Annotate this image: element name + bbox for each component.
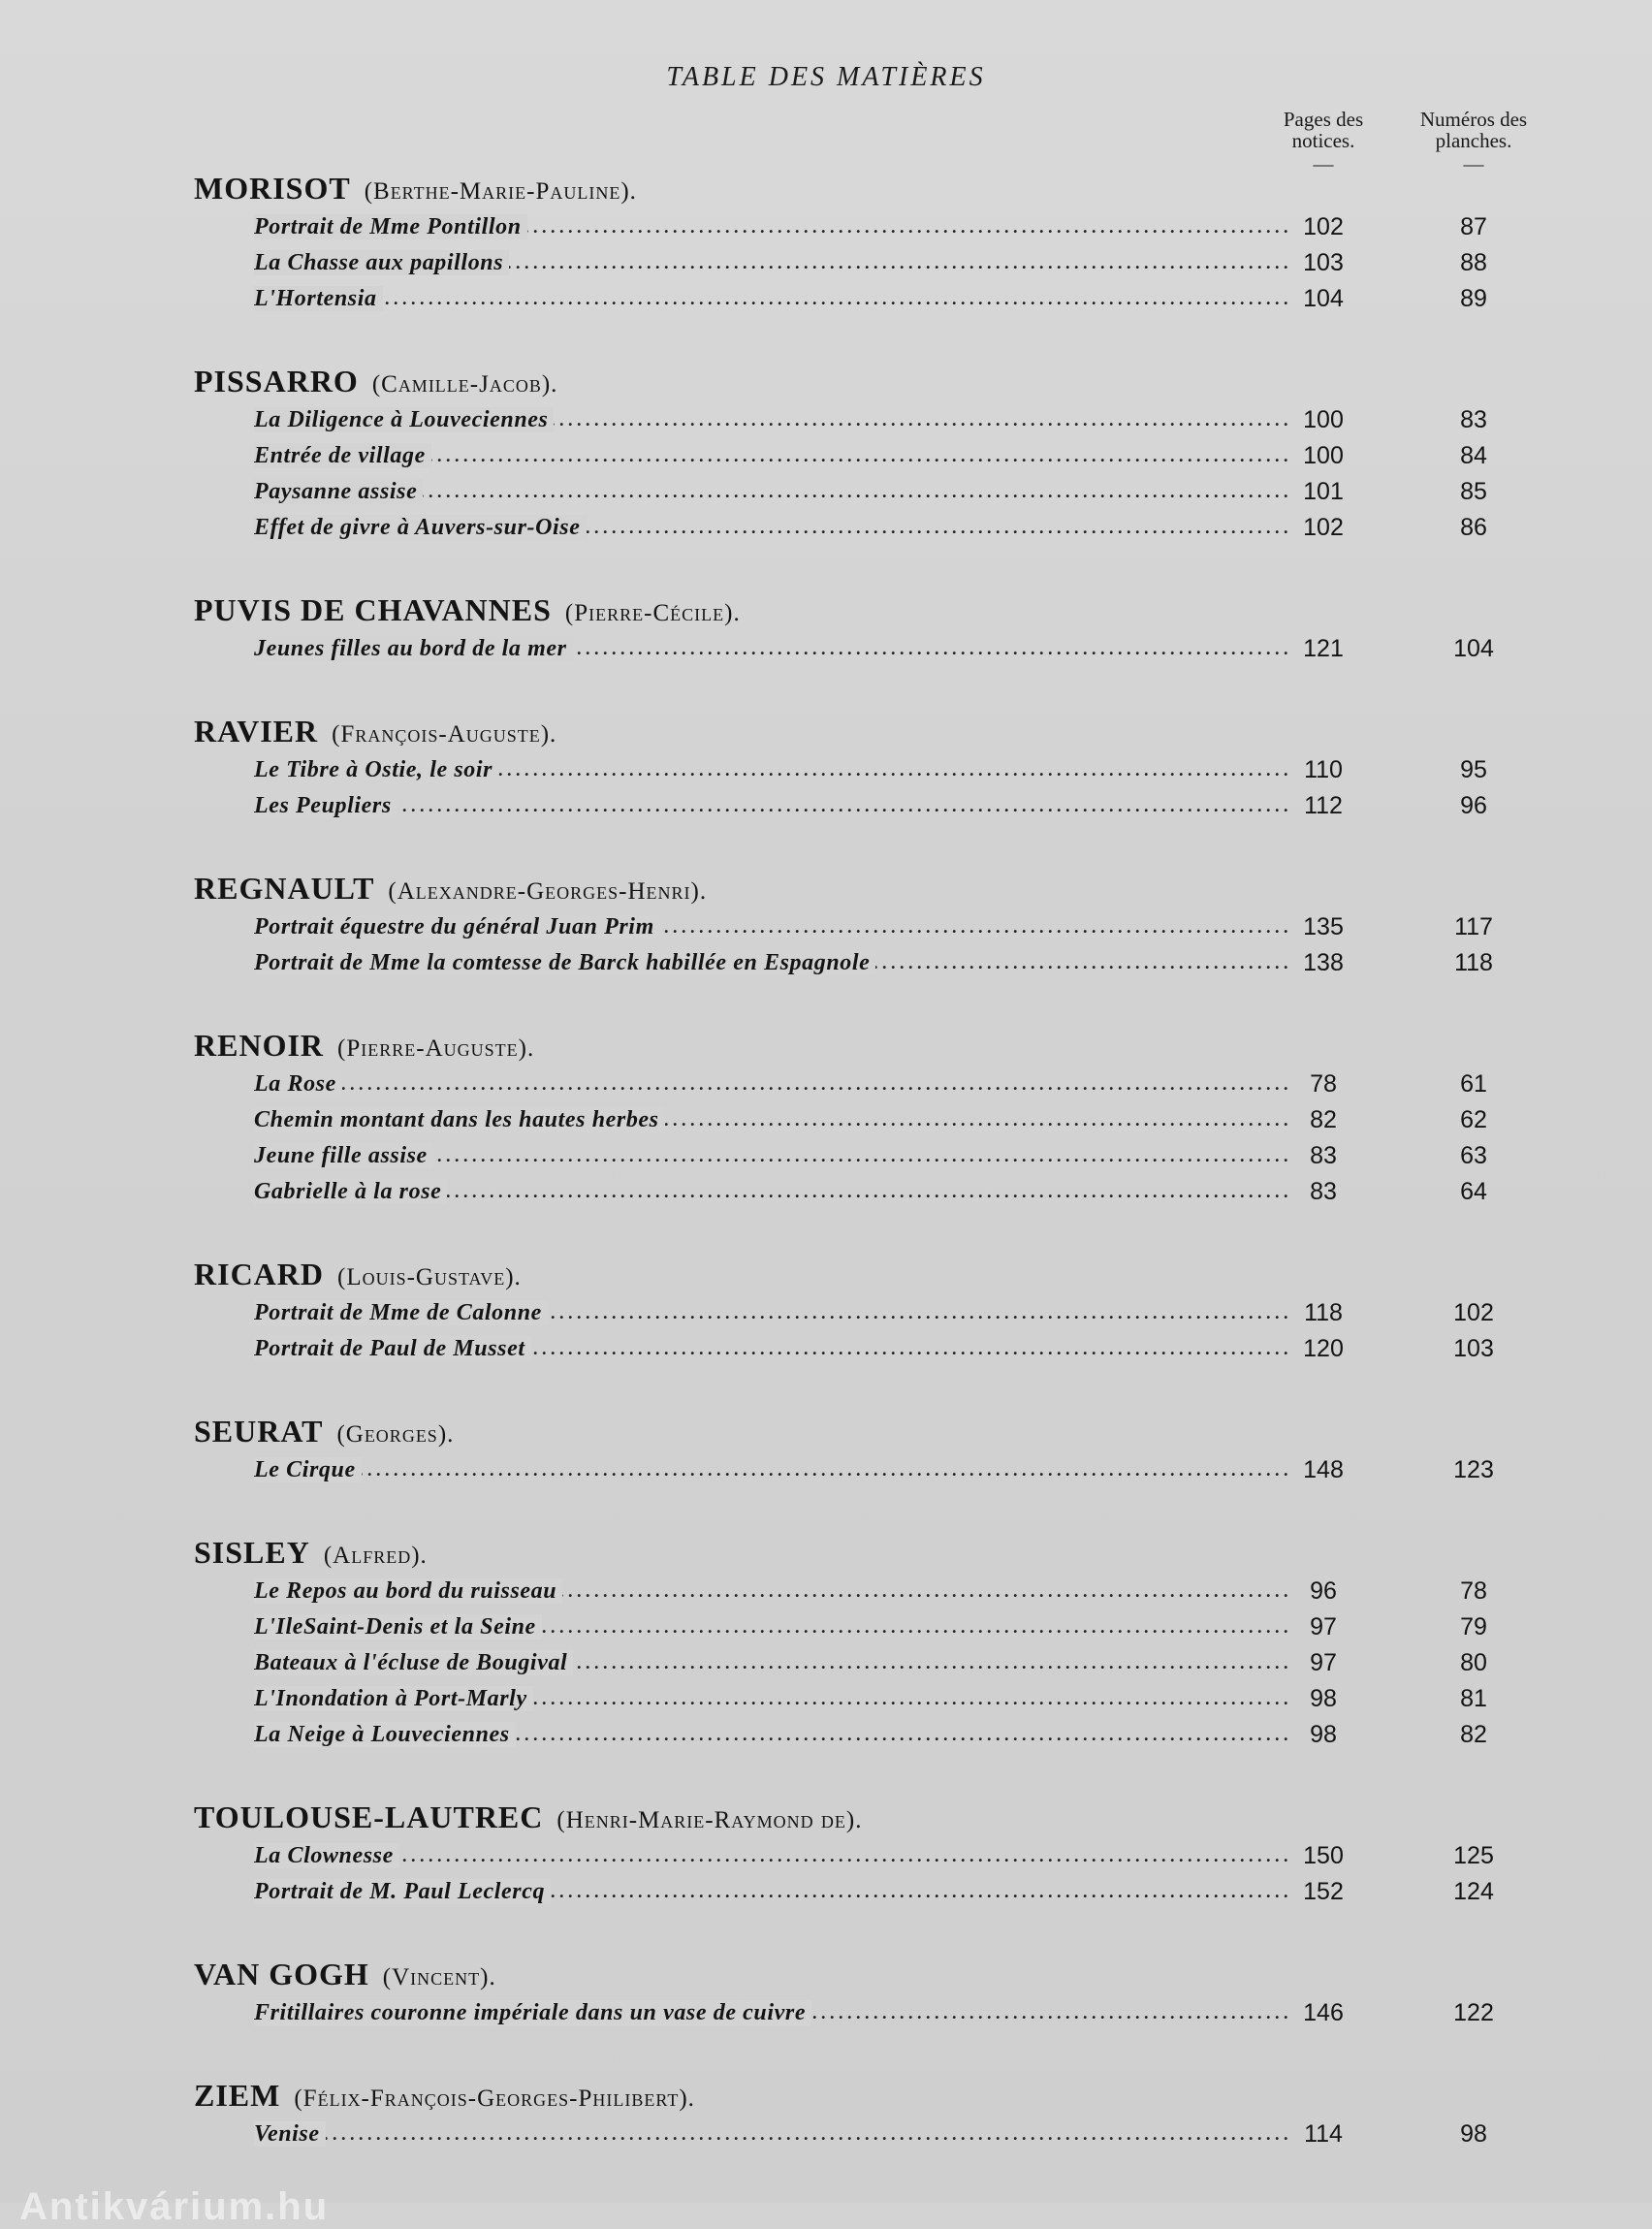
page-number: 110 (1304, 756, 1343, 783)
list-item (0, 1138, 1652, 1174)
work-title (254, 438, 1243, 474)
section-spacer (0, 1488, 1652, 1531)
plate-number: 104 (1453, 635, 1494, 662)
artist-full-name: (Alfred). (323, 1543, 428, 1569)
work-title (254, 510, 1243, 546)
page-number: 118 (1304, 1299, 1343, 1326)
plate-number: 78 (1460, 1577, 1487, 1605)
section-spacer (0, 824, 1652, 867)
plate-number: 122 (1453, 1999, 1494, 2026)
list-item (0, 909, 1652, 945)
work-title (254, 1331, 1243, 1367)
artist-name: PUVIS DE CHAVANNES (194, 592, 552, 627)
section-spacer (0, 317, 1652, 360)
work-title (254, 1102, 1243, 1138)
list-item (0, 788, 1652, 824)
artist-section (0, 1796, 1652, 1953)
artist-header (0, 589, 1652, 631)
artist-header (0, 710, 1652, 752)
artist-section (0, 710, 1652, 867)
plate-number: 84 (1460, 442, 1487, 469)
work-title (254, 245, 1243, 281)
column-header-pages (1260, 109, 1386, 175)
page-number: 112 (1304, 792, 1343, 819)
page-number: 98 (1310, 1721, 1337, 1748)
work-title (254, 2117, 1243, 2152)
work-title-text: La Rose (254, 1071, 342, 1097)
page-number: 96 (1310, 1577, 1337, 1605)
work-title-text: Paysanne assise (254, 479, 423, 504)
artist-section (0, 1410, 1652, 1531)
page-title: TABLE DES MATIÈRES (666, 62, 986, 92)
list-item (0, 438, 1652, 474)
page-number: 82 (1310, 1106, 1337, 1133)
plate-number: 89 (1460, 285, 1487, 312)
page-number: 97 (1310, 1649, 1337, 1676)
work-title (254, 752, 1243, 788)
artist-header (0, 867, 1652, 909)
work-title-text: L'IleSaint-Denis et la Seine (254, 1614, 542, 1640)
list-item (0, 752, 1652, 788)
column-header-pages-label: Pages des notices. (1283, 108, 1364, 152)
plate-number: 83 (1460, 406, 1487, 433)
work-title-text: Entrée de village (254, 443, 431, 468)
artist-name: RAVIER (194, 714, 319, 748)
plate-number: 62 (1460, 1106, 1487, 1133)
page-number: 114 (1304, 2120, 1343, 2148)
list-item (0, 1452, 1652, 1488)
work-title (254, 209, 1243, 245)
artist-section (0, 1253, 1652, 1410)
section-spacer (0, 1367, 1652, 1410)
work-title (254, 1874, 1243, 1910)
column-header-plates-label: Numéros des planches. (1419, 108, 1528, 152)
artist-name: MORISOT (194, 171, 351, 206)
artist-section (0, 1953, 1652, 2074)
list-item (0, 1174, 1652, 1210)
work-title (254, 402, 1243, 438)
artist-name: SEURAT (194, 1414, 324, 1449)
list-item (0, 1067, 1652, 1102)
work-title-text: Portrait de Paul de Musset (254, 1336, 531, 1361)
page-number: 98 (1310, 1685, 1337, 1712)
work-title (254, 1174, 1243, 1210)
work-title-text: Fritillaires couronne impériale dans un vase de cuivre (254, 2000, 811, 2025)
work-title-text: Portrait de Mme Pontillon (254, 214, 527, 239)
artist-full-name: (Vincent). (382, 1964, 496, 1990)
artist-name: RICARD (194, 1257, 324, 1291)
work-title-text: La Clownesse (254, 1843, 399, 1868)
work-title (254, 1995, 1243, 2031)
page-number: 150 (1303, 1842, 1344, 1869)
list-item (0, 1681, 1652, 1717)
artist-header (0, 1796, 1652, 1838)
work-title (254, 1645, 1243, 1681)
artist-header (0, 167, 1652, 209)
page-number: 78 (1310, 1070, 1337, 1098)
work-title-text: Portrait de Mme de Calonne (254, 1300, 548, 1325)
work-title-text: L'Hortensia (254, 286, 383, 311)
list-item (0, 1838, 1652, 1874)
work-title (254, 909, 1243, 945)
plate-number: 64 (1460, 1178, 1487, 1205)
list-item (0, 1717, 1652, 1753)
page-number: 100 (1303, 406, 1344, 433)
work-title-text: Effet de givre à Auvers-sur-Oise (254, 515, 587, 540)
work-title (254, 281, 1243, 317)
list-item (0, 209, 1652, 245)
plate-number: 82 (1460, 1721, 1487, 1748)
list-item (0, 281, 1652, 317)
plate-number: 88 (1460, 249, 1487, 276)
plate-number: 103 (1453, 1335, 1494, 1362)
artist-name: ZIEM (194, 2078, 281, 2113)
work-title-text: Venise (254, 2121, 326, 2147)
plate-number: 98 (1460, 2120, 1487, 2148)
work-title (254, 1681, 1243, 1717)
artist-full-name: (Alexandre-Georges-Henri). (388, 878, 708, 905)
artist-full-name: (Pierre-Auguste). (337, 1035, 535, 1062)
artist-section (0, 867, 1652, 1024)
page-number: 83 (1310, 1142, 1337, 1169)
column-header-plates (1401, 109, 1546, 175)
page-number: 102 (1303, 514, 1344, 541)
artist-header (0, 1024, 1652, 1067)
artist-section (0, 2074, 1652, 2195)
section-spacer (0, 1210, 1652, 1253)
artist-section (0, 589, 1652, 710)
list-item (0, 402, 1652, 438)
list-item (0, 1874, 1652, 1910)
work-title (254, 631, 1243, 667)
plate-number: 85 (1460, 478, 1487, 505)
page-number: 135 (1303, 913, 1344, 940)
artist-header (0, 1410, 1652, 1452)
section-spacer (0, 546, 1652, 589)
work-title (254, 1717, 1243, 1753)
list-item (0, 245, 1652, 281)
plate-number: 95 (1460, 756, 1487, 783)
artist-name: VAN GOGH (194, 1957, 369, 1991)
work-title-text: Jeune fille assise (254, 1143, 433, 1168)
section-spacer (0, 981, 1652, 1024)
artist-full-name: (Louis-Gustave). (337, 1264, 522, 1290)
plate-number: 61 (1460, 1070, 1487, 1098)
artist-full-name: (Henri-Marie-Raymond de). (556, 1807, 863, 1833)
column-header-dash: — (1463, 152, 1484, 175)
artist-name: SISLEY (194, 1535, 310, 1570)
artist-full-name: (Berthe-Marie-Pauline). (364, 178, 637, 205)
watermark-text: Antikvárium.hu (19, 2185, 330, 2228)
artist-section (0, 1024, 1652, 1253)
plate-number: 79 (1460, 1613, 1487, 1640)
artist-full-name: (François-Auguste). (332, 721, 557, 748)
list-item (0, 510, 1652, 546)
list-item (0, 631, 1652, 667)
artist-header (0, 1953, 1652, 1995)
plate-number: 87 (1460, 213, 1487, 240)
plate-number: 124 (1453, 1878, 1494, 1905)
list-item (0, 1102, 1652, 1138)
page-number: 101 (1303, 478, 1344, 505)
work-title (254, 945, 1243, 981)
column-header-dash: — (1313, 152, 1334, 175)
page-number: 104 (1303, 285, 1344, 312)
page-number: 100 (1303, 442, 1344, 469)
page-number: 83 (1310, 1178, 1337, 1205)
plate-number: 125 (1453, 1842, 1494, 1869)
page-number: 148 (1303, 1456, 1344, 1483)
plate-number: 81 (1460, 1685, 1487, 1712)
list-item (0, 945, 1652, 981)
work-title (254, 474, 1243, 510)
work-title-text: Le Tibre à Ostie, le soir (254, 757, 498, 782)
plate-number: 102 (1453, 1299, 1494, 1326)
work-title-text: Bateaux à l'écluse de Bougival (254, 1650, 573, 1675)
section-spacer (0, 1910, 1652, 1953)
list-item (0, 474, 1652, 510)
artist-name: PISSARRO (194, 364, 359, 398)
work-title-text: Jeunes filles au bord de la mer (254, 636, 573, 661)
plate-number: 86 (1460, 514, 1487, 541)
work-title (254, 1609, 1243, 1645)
work-title-text: Portrait de Mme la comtesse de Barck habillée en Espagnole (254, 950, 875, 975)
work-title-text: La Neige à Louveciennes (254, 1722, 516, 1747)
page-number: 146 (1303, 1999, 1344, 2026)
page-number: 120 (1303, 1335, 1344, 1362)
artist-section (0, 360, 1652, 589)
list-item (0, 1995, 1652, 2031)
page-number: 102 (1303, 213, 1344, 240)
plate-number: 123 (1453, 1456, 1494, 1483)
page-number: 97 (1310, 1613, 1337, 1640)
work-title (254, 1295, 1243, 1331)
artist-full-name: (Félix-François-Georges-Philibert). (294, 2086, 695, 2112)
artist-name: RENOIR (194, 1028, 325, 1063)
page-number: 121 (1303, 635, 1344, 662)
artist-section (0, 167, 1652, 360)
work-title (254, 1138, 1243, 1174)
work-title (254, 1067, 1243, 1102)
work-title-text: Portrait de M. Paul Leclercq (254, 1879, 551, 1904)
artist-full-name: (Georges). (336, 1421, 455, 1448)
page-number: 152 (1303, 1878, 1344, 1905)
work-title-text: Le Cirque (254, 1457, 362, 1482)
plate-number: 80 (1460, 1649, 1487, 1676)
artist-header (0, 1253, 1652, 1295)
work-title-text: Les Peupliers (254, 793, 397, 818)
section-spacer (0, 667, 1652, 710)
artist-header (0, 2074, 1652, 2117)
work-title (254, 1838, 1243, 1874)
plate-number: 63 (1460, 1142, 1487, 1169)
artist-name: TOULOUSE-LAUTREC (194, 1799, 544, 1834)
work-title-text: La Chasse aux papillons (254, 250, 509, 275)
artist-section (0, 1531, 1652, 1796)
plate-number: 118 (1454, 949, 1493, 976)
artist-full-name: (Pierre-Cécile). (564, 600, 741, 626)
work-title-text: L'Inondation à Port-Marly (254, 1686, 533, 1711)
work-title (254, 1574, 1243, 1609)
list-item (0, 1574, 1652, 1609)
list-item (0, 1609, 1652, 1645)
work-title-text: La Diligence à Louveciennes (254, 407, 554, 432)
list-item (0, 2117, 1652, 2152)
list-item (0, 1331, 1652, 1367)
artist-header (0, 360, 1652, 402)
work-title-text: Gabrielle à la rose (254, 1179, 447, 1204)
plate-number: 96 (1460, 792, 1487, 819)
artist-name: REGNAULT (194, 871, 375, 906)
work-title (254, 1452, 1243, 1488)
section-spacer (0, 1753, 1652, 1796)
artist-header (0, 1531, 1652, 1574)
plate-number: 117 (1454, 913, 1493, 940)
work-title-text: Le Repos au bord du ruisseau (254, 1578, 562, 1604)
artist-full-name: (Camille-Jacob). (371, 371, 558, 398)
page-number: 138 (1303, 949, 1344, 976)
table-of-contents (0, 167, 1652, 2195)
section-spacer (0, 2031, 1652, 2074)
list-item (0, 1645, 1652, 1681)
list-item (0, 1295, 1652, 1331)
watermark (0, 2183, 1652, 2228)
work-title-text: Chemin montant dans les hautes herbes (254, 1107, 665, 1132)
page-number: 103 (1303, 249, 1344, 276)
work-title-text: Portrait équestre du général Juan Prim (254, 914, 660, 939)
work-title (254, 788, 1243, 824)
